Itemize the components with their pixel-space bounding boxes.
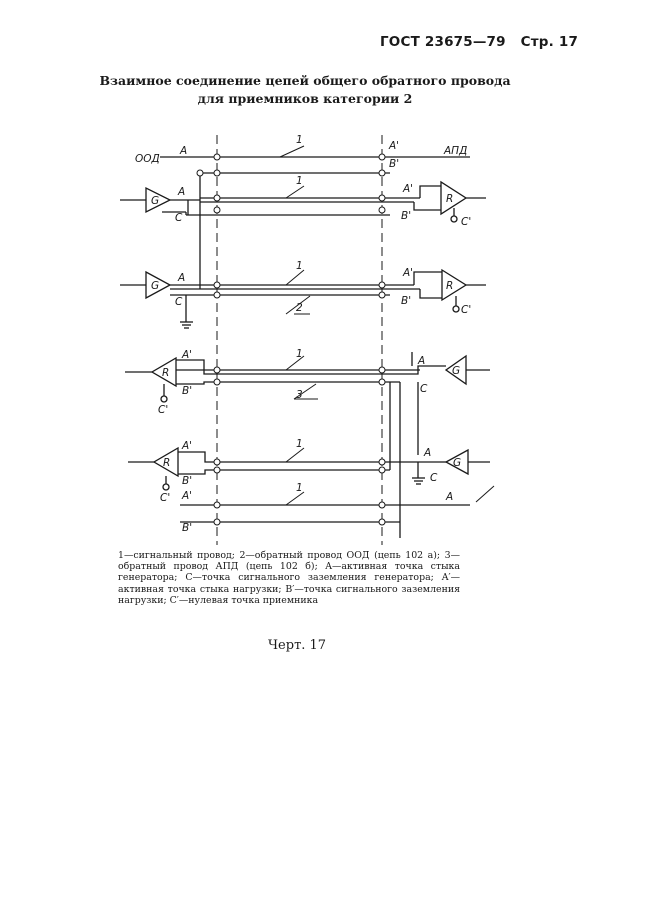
label-r-row5: R [163, 457, 171, 469]
label-b-prime-row4: B' [182, 385, 193, 397]
label-b-prime-row5: B' [182, 475, 193, 487]
label-a-prime-row4: A' [182, 349, 193, 361]
label-c-row5: C [430, 472, 438, 484]
label-b-prime-row1: B' [389, 158, 400, 170]
label-wire-1-row5: 1 [296, 438, 303, 450]
figure-title-line-1: Взаимное соединение цепей общего обратного провода [99, 73, 511, 88]
label-b-prime-row2: B' [401, 210, 412, 222]
label-b-prime-row3: B' [401, 295, 412, 307]
label-r-row3: R [446, 280, 454, 292]
figure-title-line-2: для приемников категории 2 [197, 91, 413, 106]
label-r-row2: R [446, 193, 454, 205]
label-c-prime-row5: C' [160, 492, 171, 504]
label-g-row2: G [151, 195, 160, 207]
label-wire-1-row3: 1 [296, 260, 303, 272]
label-wire-1-row4: 1 [296, 348, 303, 360]
label-c-row4: C [420, 383, 428, 395]
figure-legend: 1—сигнальный провод; 2—обратный провод ООД (цепь 102 а); 3—обратный провод АПД (цепь 102 б); A—активная точка стыка генератора; C—точка сигнального заземления генератора; A′—активная точка стыка нагрузки; B′—точка сигнального заземления нагрузки; C′—нулевая точка приемника [118, 550, 460, 606]
label-b-prime-row6: B' [182, 522, 193, 534]
label-a-row2: A [178, 186, 186, 198]
label-a-prime-row5: A' [182, 440, 193, 452]
label-a-prime-row6: A' [182, 490, 193, 502]
label-a-prime-row1: A' [389, 140, 400, 152]
label-apd: АПД [444, 145, 468, 157]
figure-caption: Черт. 17 [268, 638, 327, 653]
label-a-row5: A [424, 447, 432, 459]
label-wire-1-row6: 1 [296, 482, 303, 494]
label-a-row3: A [178, 272, 186, 284]
label-r-row4: R [162, 367, 170, 379]
label-a-prime-row2: A' [403, 183, 414, 195]
label-a-prime-row3: A' [403, 267, 414, 279]
label-g-row3: G [151, 280, 160, 292]
page-number: Стр. 17 [520, 34, 579, 50]
label-wire-1-row2: 1 [296, 175, 303, 187]
label-a-row4: A [418, 355, 426, 367]
label-a-row1: A [180, 145, 188, 157]
label-wire-3: 3 [296, 389, 303, 401]
row-1-ood-apd [160, 146, 470, 173]
row-4-circuit [125, 352, 490, 538]
label-c-prime-row2: C' [461, 216, 472, 228]
label-g-row4: G [452, 365, 461, 377]
label-wire-2: 2 [296, 302, 303, 314]
label-g-row5: G [453, 457, 462, 469]
label-c-prime-row3: C' [461, 304, 472, 316]
label-ood: ООД [135, 153, 160, 165]
label-a-row6: A [446, 491, 454, 503]
standard-number: ГОСТ 23675—79 [380, 34, 506, 50]
label-c-row2: C [175, 212, 183, 224]
label-wire-1-row1: 1 [296, 134, 303, 146]
label-c-prime-row4: C' [158, 404, 169, 416]
label-c-row3: C [175, 296, 183, 308]
